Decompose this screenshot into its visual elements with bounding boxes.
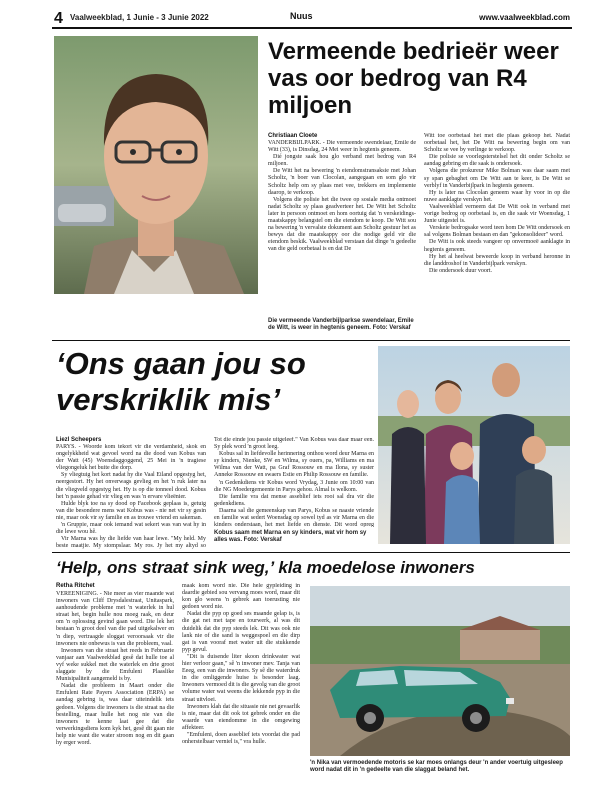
- story2-headline: ‘Ons gaan jou so verskriklik mis’: [56, 346, 306, 417]
- story2-caption: Kobus saam met Marna en sy kinders, wat vir hom sy alles was. Foto: Verskaf: [214, 530, 367, 544]
- paragraph: Inwoners van die straat het reeds in Februarie vanjaar aan Vaalweekblad gesê dat hulle toe al vyf weke sukkel met die waterlek en drie groot slaggate by die Emfuleni Plaaslike Munisipaliteit aangemeld is by.: [56, 647, 174, 683]
- paragraph: Daarna sal die gemeenskap van Parys, Kobus se naaste vriende en familie wat sedert Woensdag op sowel tyd as vir Marna en die kinders onderstaan, het met liefde en dienste. Dit word opreg: [214, 507, 374, 527]
- story2-column-2: [214, 437, 374, 527]
- paragraph: Vaalweekblad verneem dat De Witt ook in verband met vorige bedrog op oorbetaal is, en die saak vir Woensdag, 1 Junie uitgestel is.: [424, 203, 570, 225]
- story1-caption: Die vermeende Vanderbijlparkse swendelaar, Emile de Witt, is weer in hegtenis geneem. Foto: Verskaf: [268, 318, 414, 332]
- story1-byline: Christiaan Cloete: [268, 133, 318, 139]
- paragraph: Volgens die polisie het die twee op sosiale media ontmoet nadat Scholtz sy plaas geadverteer het. De Witt het Scholtz later in persoon ontmoet en hom oortuig dat 'n verskeidings-maatskappy belangstel om die eiendom te koop. De Witt sou na bewering 'n vervalste dokument aan Scholtz gestuur het as bewys dat die maatskappy oor die nodige geld vir die eiendom beskik. Vaalweekblad verstaan dat dinge 'n gedeelte van die geld oorbetaal is en dat De: [268, 196, 416, 253]
- portrait-photo: [54, 36, 258, 294]
- story2-byline: Liezl Scheepers: [56, 437, 102, 443]
- paragraph: Dié jongste saak hou glo verband met bedrog van R4 miljoen.: [268, 154, 416, 168]
- page-number: 4: [54, 10, 63, 27]
- section-title: Nuus: [290, 11, 313, 21]
- paragraph: Nadat die probleem in Maart onder die Emfuleni Rate Payers Association (ERPA) se aandag gebring is, was daar uiteindelik iets gedoen. Volgens die inwoners is die straat na die bestelling, maar hulle het nog nie van die inwoners te kenne laat gee dat die verwerkingsdiens kom kyk het, gesê dit gaan nie help nie want die water stroom nog en dit gaan hy erger word.: [56, 683, 174, 746]
- story2-column-1: [56, 444, 206, 550]
- car-photo: [310, 586, 570, 756]
- paragraph: Hulde blyk toe na sy dood op Facebook geplaas is, getuig van die besondere mens wat Kobus was - nie net vir sy gesin nie, maar ook vir sy familie en as trouwe vriend en sakeman.: [56, 500, 206, 521]
- paragraph: Verskeie bedrogsake word teen hom De Witt ondersoek en sal volgens Bolman bestaan en dan "gekonsolideer" word.: [424, 225, 570, 239]
- website-url: www.vaalweekblad.com: [479, 13, 570, 22]
- paragraph: Volgens die prokureur Mike Bolman was daar saam met sy span gebaghet om De Witt aan te keer, is De Witt se verblyf in Vanderbijlpark in hegtenis geneem.: [424, 168, 570, 189]
- paragraph: Hy is later na Clocolan geneem waar hy voor in op die nuwe aanklagte verskyn het.: [424, 189, 570, 203]
- paragraph: Sy vliegtuig het kort nadat hy die Vaal Eiland opgestyg het, neergestort. Hy het onverwags gevlieg en het 'n ruk later na die vliegveld opgestyg het. Hy is op die tonneel dood. Kobus het 'n passie gehad vir vlieg en was 'n ervare vlieënier.: [56, 472, 206, 500]
- paragraph: maak kom word nie. Die hele gypleiding in daardie gebied sou vervang moes word, maar dit kon glo weens 'n gebrek aan toerusting nie gedoen word nie.: [182, 583, 300, 611]
- header-rule: [52, 27, 572, 29]
- divider: [52, 552, 570, 553]
- paragraph: VEREENIGING. - Nie meer as vier maande wat inwoners van Cliff Drysdalestraat, Unitaspark, aanhoudende probleme met 'n waterlek in hul straat het, begin hulle nou moeg raak, en deur om 'n oplossing gevind gaan word. Die lek het bestaan 'n groot deel van die pad uitgekalwer en 'n diep, vertraagde sloggat veroorsaak vir die inwoners nie onbewus is van die probleem, vaal.: [56, 591, 174, 647]
- paragraph: VANDERBIJLPARK. - Die vermeende swendelaar, Emile de Witt (33), is Dinsdag, 24 Mei weer in hegtenis geneem.: [268, 140, 416, 154]
- paragraph: 'n Gedenkdiens vir Kobus word Vrydag, 3 Junie om 10:00 van die NG Moedergemeente in Parys gehou. Almal is welkom.: [214, 479, 374, 493]
- family-photo: [378, 346, 570, 544]
- paragraph: Inwoners klah dat die situasie nie net gevaarlik is nie, maar dat dit ook tot gebrek onder en die waarde van eiendomme in die omgewing affekteer.: [182, 703, 300, 731]
- paragraph: Die polisie se voorlegsterstelsel het dit onder Scholtz se aandag gebring en die saak is ondersoek.: [424, 154, 570, 168]
- paragraph: PARYS. - Woorde kom tekort vir die verdamheid, skok en ongelykkheid wat gevoel word na die dood van Kobus van der Watt (45) Woensdaggoggend, 25 Mei in 'n tragiese vliegongeluk het buite die dorp.: [56, 444, 206, 472]
- paragraph: Hy het al heelwat beweerde koop in verband heronne in die landdroshof in Vanderbijlpark verskyn.: [424, 253, 570, 267]
- paragraph: "Emfuleni, doen asseblief iets voordat die pad onherstelbaar verniel is," vra hulle.: [182, 731, 300, 746]
- story3-caption: 'n Nika van vermoedende motoris se kar moes onlangs deur 'n ander voertuig uitgesleep word nadat dit in 'n gedeelte van die slaggat beland het.: [310, 760, 563, 774]
- story1-headline: Vermeende bedrieër weer vas oor bedrog van R4 miljoen: [268, 38, 559, 119]
- paragraph: Kobus sal in liefdevolle herinnering onthou word deur Marna en sy kinders, Nienke, SW en Wilma, sy ouers, pa, Williams en ma Wilma van der Watt, pa Graf Rossouw en ma Ilona, sy suster Anneke Rossouw en swaers Estie en Philip Rossouw en familie.: [214, 451, 374, 479]
- paragraph: 'n Gruppie, maar ook iemand wat sekert was van wat hy in die lewe wou hê.: [56, 522, 206, 536]
- issue-date: Vaalweekblad, 1 Junie - 3 Junie 2022: [70, 13, 209, 22]
- story1-column-2: [424, 133, 570, 333]
- paragraph: De Witt het na bewering 'n eiendomstransaksie met Johan Scholtz, 'n boer van Clocolan, aangegaan en som glo vir Scholtz help om sy plaas met vee, trekkers en implemente daarop, te verkoop.: [268, 168, 416, 196]
- story3-column-1: [56, 591, 174, 777]
- paragraph: Witt toe oorbetaal het met die plaas gekoop het. Nadat oorbetaal het, het De Witt na bewering begin om van Scholtz se vee by verlinge te verkoop.: [424, 133, 570, 154]
- paragraph: De Witt is ook steeds vangeer op onvermoeë aanklagte in hegtenis geneem.: [424, 239, 570, 253]
- story3-headline: ‘Help, ons straat sink weg,’ kla moedelose inwoners: [56, 558, 475, 577]
- story3-byline: Retha Ritchet: [56, 583, 95, 589]
- divider: [52, 340, 570, 341]
- story3-column-2: [182, 583, 300, 777]
- paragraph: "Dit is duisende liter skoon drinkwater wat hier verloor gaan," sê 'n inwoner mev. Tanja van Eeeg, een van die inwoners. Sy sê die waterdruk in die omliggende huise is besonder laag. Inwoners vermoed dit is die gevolg van die groot volume water wat weens die lekkende pyp in die straat uitvloei.: [182, 653, 300, 703]
- paragraph: Die familie vra dat mense asseblief iets rooi sal dra vir die gedenkdiens.: [214, 493, 374, 507]
- story1-column-1: [268, 140, 416, 318]
- paragraph: Vir Marna was hy die liefde van haar lewe. "My held. My beste maatjie. My stompslaar. My ros. Jy het my altyd so: [56, 536, 206, 550]
- paragraph: Nadat die pyp op goed ses maande gelap is, is die gat net met tape en tourwerk, al was dit duidelik dat die pyp steeds lek. Dit was ook nie lank nie of die sand is weggespoel en die dirp gat is van vooraf met water uit die stukkende pyp gevul.: [182, 611, 300, 653]
- paragraph: Die ondersoek duur voort.: [429, 267, 492, 274]
- paragraph: Tot die einde jou passie uitgeleef." Van Kobus was daar maar een. Sy plek word 'n groot leeg.: [214, 437, 374, 451]
